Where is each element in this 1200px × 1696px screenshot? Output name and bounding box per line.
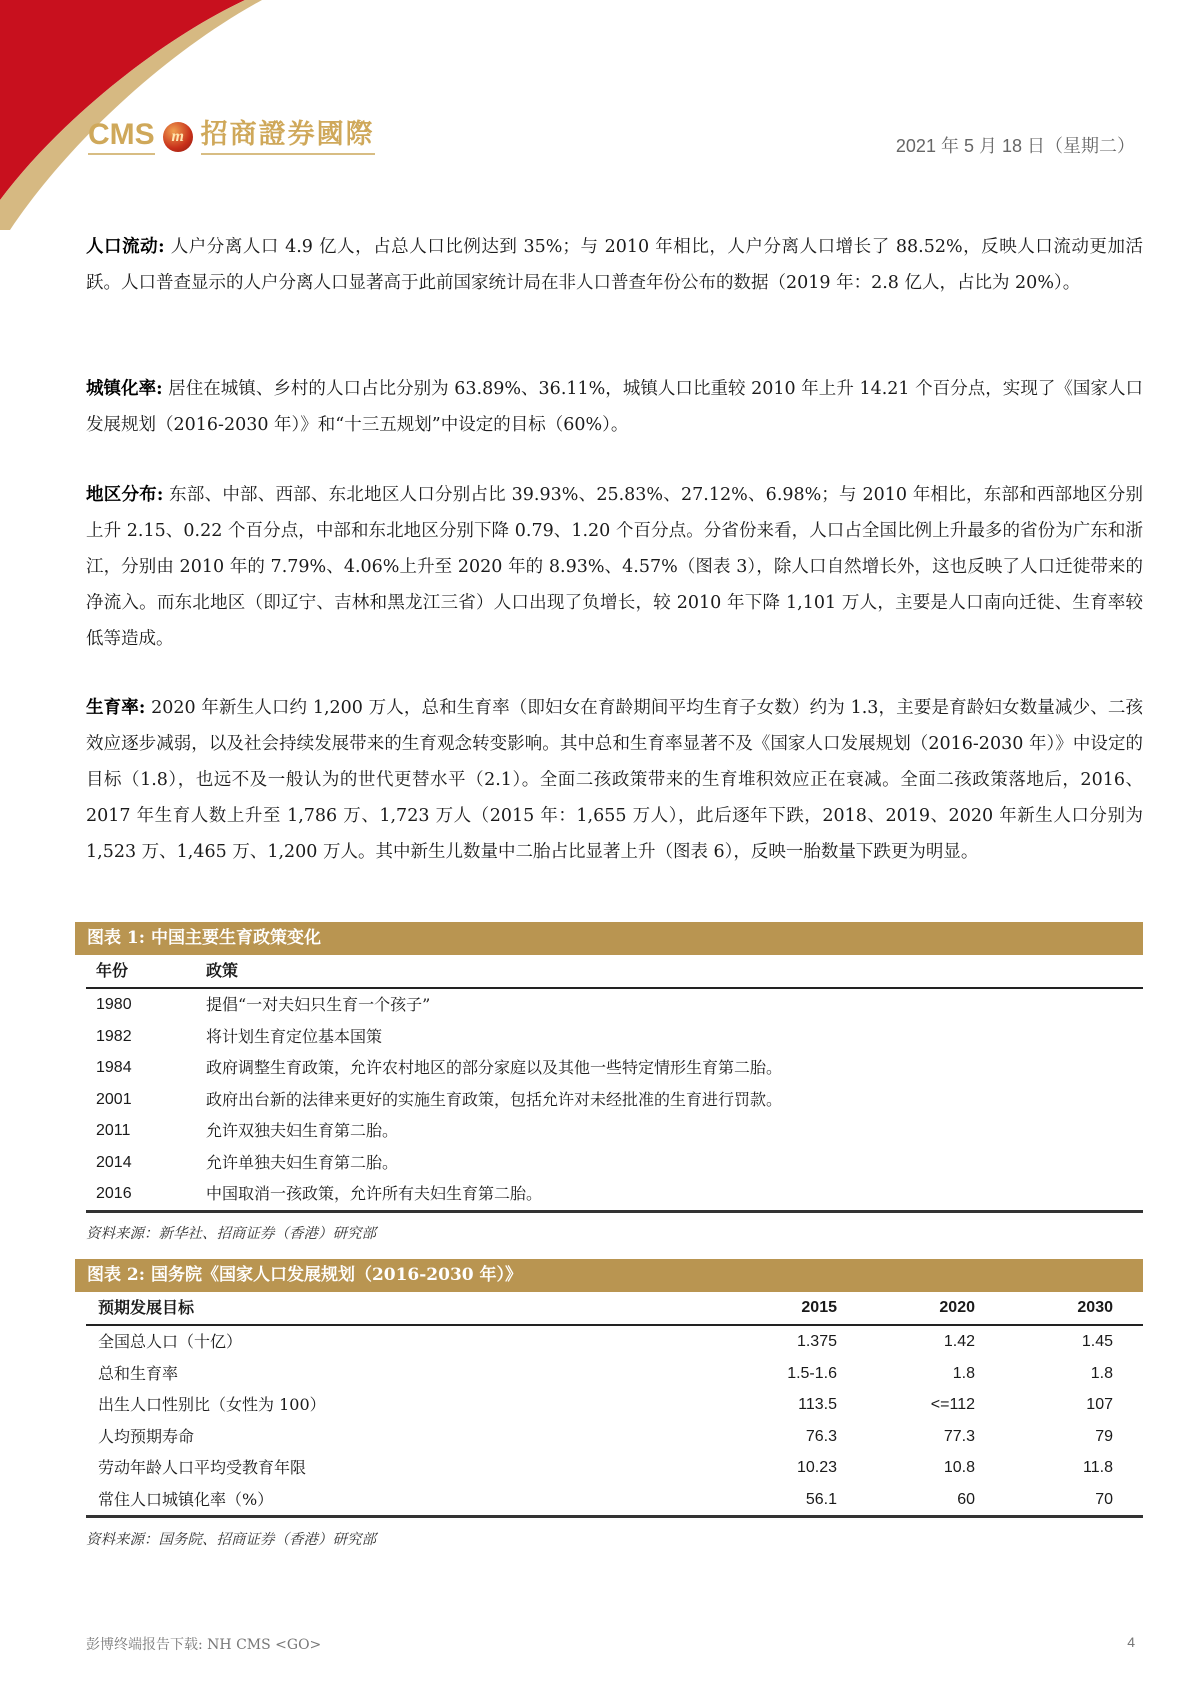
column-header-policy: 政策: [206, 961, 239, 980]
cell-label: 劳动年龄人口平均受教育年限: [98, 1458, 307, 1477]
cell-2020: 10.8: [943, 1459, 975, 1476]
cell-year: 1982: [96, 1027, 132, 1045]
company-logo: [88, 118, 375, 155]
cell-2030: 11.8: [1083, 1459, 1113, 1476]
cell-2015: 56.1: [805, 1490, 837, 1508]
cell-policy: 提倡“一对夫妇只生育一个孩子”: [206, 995, 431, 1014]
cell-2015: 1.5-1.6: [787, 1364, 837, 1382]
figure2-table: [86, 1292, 1143, 1518]
cell-label: 总和生育率: [98, 1363, 179, 1383]
cell-label: 人均预期寿命: [98, 1426, 195, 1446]
table-row: [86, 1052, 1143, 1084]
column-header-2015: 2015: [801, 1299, 837, 1316]
cell-year: 2011: [96, 1122, 131, 1139]
cell-label: 全国总人口（十亿）: [98, 1332, 243, 1351]
column-header-year: 年份: [96, 961, 129, 980]
paragraph-regional-distribution: [86, 477, 1143, 657]
column-header-2030: 2030: [1077, 1299, 1113, 1316]
footer-bloomberg-note: 彭博终端报告下载: NH CMS <GO>: [86, 1637, 322, 1653]
corner-decoration: [0, 0, 520, 230]
table-row: [86, 1021, 1143, 1053]
column-header-2020: 2020: [939, 1299, 975, 1316]
paragraph-label: 城镇化率:: [86, 379, 163, 399]
table-bottom-rule: [86, 1515, 1143, 1518]
figure1-table: [86, 955, 1143, 1213]
table-header: [86, 955, 1143, 989]
table-row: [86, 1358, 1143, 1390]
cell-policy: 政府调整生育政策，允许农村地区的部分家庭以及其他一些特定情形生育第二胎。: [206, 1058, 783, 1077]
paragraph-population-mobility: [86, 229, 1143, 301]
logo-text-en: CMS: [88, 118, 155, 155]
figure2-title-bar: 图表 2: 国务院《国家人口发展规划（2016-2030 年）》: [75, 1259, 1143, 1292]
cell-2030: 107: [1086, 1396, 1113, 1413]
cell-year: 1984: [96, 1059, 132, 1076]
paragraph-text: 2020 年新生人口约 1,200 万人，总和生育率（即妇女在育龄期间平均生育子女数）约为 1.3，主要是育龄妇女数量减少、二孩效应逐步减弱，以及社会持续发展带来的生育观念转变影响。其中总和生育率显著不及《国家人口发展规划（2016-2030 年）》中设定的目标（1.8），也远不及一般认为的世代更替水平（2.1）。全面二孩政策带来的生育堆积效应正在衰减。全面二孩政策落地后，2016、2017 年生育人数上升至 1,786 万、1,723 万人（2015 年：1,655 万人），此后逐年下跌，2018、2019、2020 年新生人口分别为 1,523 万、1,465 万、1,200 万人。其中新生儿数量中二胎占比显著上升（图表 6），反映一胎数量下跌更为明显。: [86, 698, 1143, 862]
logo-mark-icon: m: [163, 122, 193, 152]
cell-2020: 60: [957, 1490, 975, 1508]
table-row: [86, 1147, 1143, 1179]
cell-2015: 10.23: [796, 1459, 837, 1476]
cell-2020: 1.8: [952, 1364, 975, 1382]
table-row: [86, 1421, 1143, 1453]
paragraph-text: 居住在城镇、乡村的人口占比分别为 63.89%、36.11%，城镇人口比重较 2010 年上升 14.21 个百分点，实现了《国家人口发展规划（2016-2030 年）》和“十三五规划”中设定的目标（60%）。: [86, 379, 1143, 435]
paragraph-fertility-rate: [86, 690, 1143, 870]
paragraph-text: 人户分离人口 4.9 亿人，占总人口比例达到 35%；与 2010 年相比，人户分离人口增长了 88.52%，反映人口流动更加活跃。人口普查显示的人户分离人口显著高于此前国家统计局在非人口普查年份公布的数据（2019 年：2.8 亿人，占比为 20%）。: [86, 237, 1143, 293]
cell-2015: 76.3: [805, 1427, 837, 1445]
table-header: [86, 1292, 1143, 1326]
cell-year: 2016: [96, 1185, 132, 1202]
paragraph-label: 地区分布:: [86, 485, 164, 505]
figure1-title-bar: 图表 1: 中国主要生育政策变化: [75, 922, 1143, 955]
cell-2030: 1.8: [1090, 1364, 1113, 1382]
cell-2020: 77.3: [943, 1427, 975, 1445]
table-row: [86, 1084, 1143, 1116]
table-row: [86, 1115, 1143, 1147]
cell-2020: 1.42: [943, 1333, 975, 1350]
report-date: 2021 年 5 月 18 日（星期二）: [895, 136, 1135, 156]
paragraph-label: 人口流动:: [86, 237, 165, 257]
cell-2015: 113.5: [798, 1396, 837, 1413]
cell-2020: <=112: [930, 1396, 975, 1413]
cell-year: 2001: [96, 1090, 132, 1108]
page-number: 4: [1127, 1634, 1135, 1650]
cell-label: 常住人口城镇化率（%）: [98, 1489, 274, 1509]
cell-policy: 允许双独夫妇生育第二胎。: [206, 1121, 399, 1140]
figure2-source: 资料来源：国务院、招商证券（香港）研究部: [86, 1532, 376, 1548]
table-bottom-rule: [86, 1210, 1143, 1213]
cell-year: 2014: [96, 1153, 132, 1171]
column-header-target: 预期发展目标: [98, 1298, 195, 1317]
cell-2030: 1.45: [1081, 1333, 1113, 1350]
cell-policy: 中国取消一孩政策，允许所有夫妇生育第二胎。: [206, 1184, 543, 1203]
cell-2030: 70: [1095, 1490, 1113, 1508]
cell-2015: 1.375: [796, 1333, 837, 1350]
cell-label: 出生人口性别比（女性为 100）: [98, 1395, 326, 1414]
table-row: [86, 1452, 1143, 1484]
table-row: [86, 1484, 1143, 1516]
paragraph-urbanization: [86, 371, 1143, 443]
paragraph-text: 东部、中部、西部、东北地区人口分别占比 39.93%、25.83%、27.12%、6.98%；与 2010 年相比，东部和西部地区分别上升 2.15、0.22 个百分点，中部和东北地区分别下降 0.79、1.20 个百分点。分省份来看，人口占全国比例上升最多的省份为广东和浙江，分别由 2010 年的 7.79%、4.06%上升至 2020 年的 8.93%、4.57%（图表 3），除人口自然增长外，这也反映了人口迁徙带来的净流入。而东北地区（即辽宁、吉林和黑龙江三省）人口出现了负增长，较 2010 年下降 1,101 万人，主要是人口南向迁徙、生育率较低等造成。: [86, 485, 1143, 649]
logo-text-cn: 招商證券國際: [201, 118, 375, 155]
table-row: [86, 1389, 1143, 1421]
cell-policy: 将计划生育定位基本国策: [206, 1026, 383, 1046]
paragraph-label: 生育率:: [86, 698, 146, 718]
table-row: [86, 1326, 1143, 1358]
figure1-source: 资料来源：新华社、招商证券（香港）研究部: [86, 1226, 376, 1242]
cell-policy: 政府出台新的法律来更好的实施生育政策，包括允许对未经批准的生育进行罚款。: [206, 1089, 783, 1109]
cell-policy: 允许单独夫妇生育第二胎。: [206, 1152, 399, 1172]
table-row: [86, 989, 1143, 1021]
cell-2030: 79: [1095, 1427, 1113, 1445]
cell-year: 1980: [96, 996, 132, 1013]
table-row: [86, 1178, 1143, 1210]
